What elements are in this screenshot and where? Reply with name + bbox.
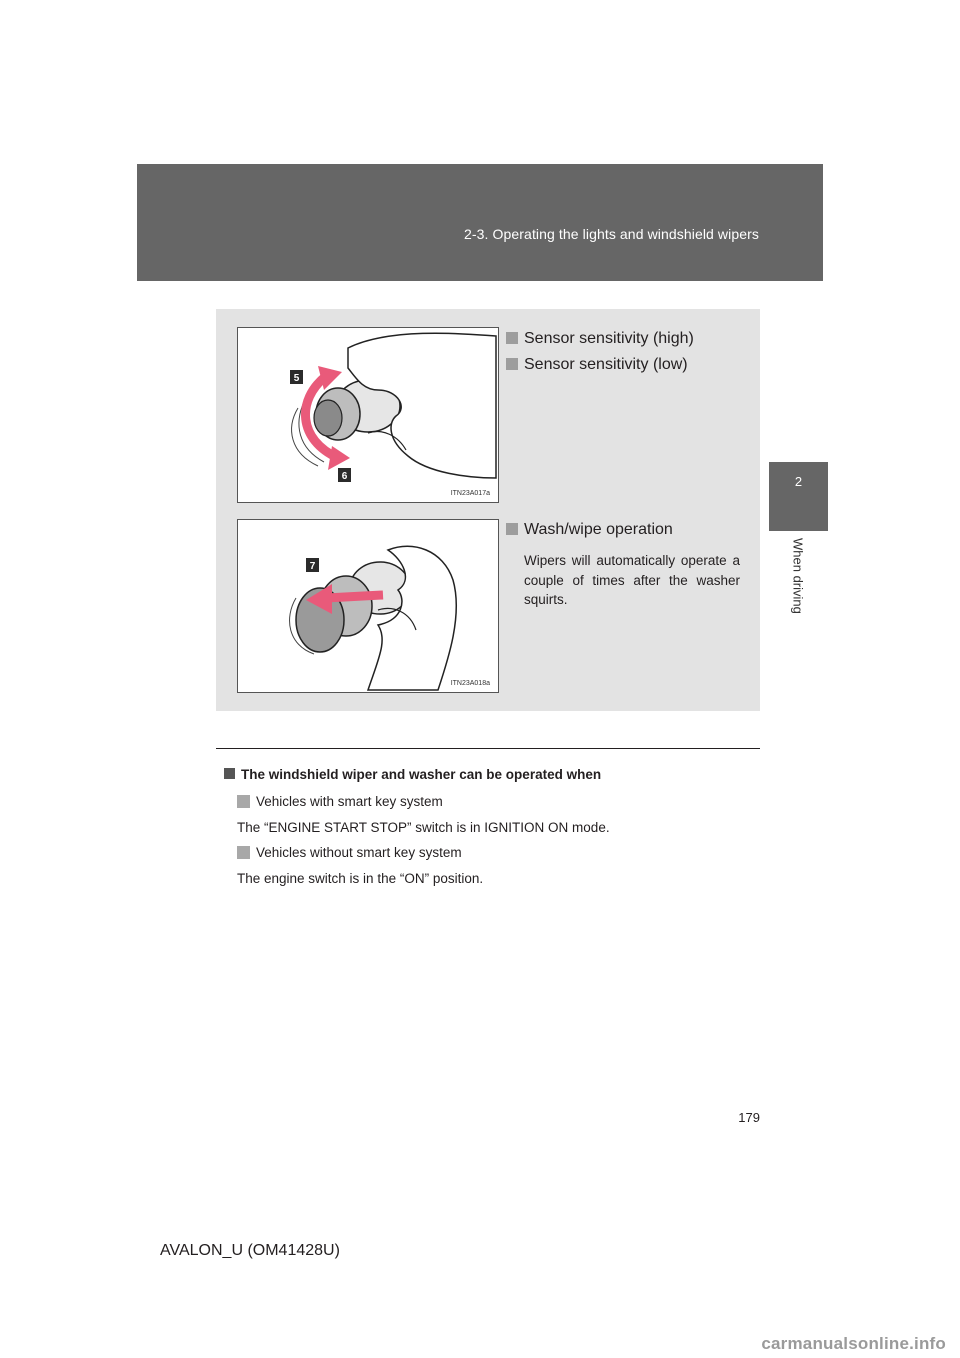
item-sensor-high xyxy=(506,330,694,348)
figure-wash xyxy=(237,519,499,693)
push-arrow-shape xyxy=(326,595,383,598)
section-title: 2-3. Operating the lights and windshield wipers xyxy=(464,226,759,242)
wash-description: Wipers will automatically operate a couple of times after the washer squirts. xyxy=(524,553,740,607)
note-text-no-smart-key: The engine switch is in the “ON” position. xyxy=(237,871,484,886)
step-badge-7-text: 7 xyxy=(309,561,316,572)
figure-sensitivity xyxy=(237,327,499,503)
item-label: Wash/wipe operation xyxy=(524,521,673,538)
step-badge-5-text: 5 xyxy=(293,373,300,384)
knob-face-shape xyxy=(314,400,342,436)
bullet-square-icon xyxy=(237,846,250,859)
chapter-tab[interactable] xyxy=(769,462,828,531)
manual-footer: AVALON_U (OM41428U) xyxy=(160,1242,340,1259)
note-subheading-smart-key xyxy=(237,794,443,809)
note-text-smart-key: The “ENGINE START STOP” switch is in IGNITION ON mode. xyxy=(237,820,610,835)
note-subheading-text: Vehicles with smart key system xyxy=(256,794,443,809)
note-subheading-text: Vehicles without smart key system xyxy=(256,845,462,860)
chapter-header xyxy=(137,164,823,281)
sensitivity-illustration xyxy=(238,328,498,502)
chapter-label xyxy=(770,538,826,638)
note-subheading-no-smart-key xyxy=(237,845,462,860)
section-divider xyxy=(216,748,760,749)
item-sensor-low xyxy=(506,356,688,374)
item-label: Sensor sensitivity (high) xyxy=(524,330,694,347)
bullet-square-icon xyxy=(506,358,518,370)
bullet-square-icon xyxy=(237,795,250,808)
note-heading-text: The windshield wiper and washer can be operated when xyxy=(241,767,602,782)
chapter-label-text: When driving xyxy=(790,538,806,614)
item-label: Sensor sensitivity (low) xyxy=(524,356,688,373)
wash-illustration xyxy=(238,520,498,692)
heading-square-icon xyxy=(224,768,235,779)
figure-code: ITN23A018a xyxy=(450,680,490,687)
figure-code: ITN23A017a xyxy=(450,490,490,497)
chapter-number: 2 xyxy=(794,474,803,489)
note-heading xyxy=(224,767,601,782)
arrow-head-up xyxy=(318,366,342,390)
bullet-square-icon xyxy=(506,332,518,344)
step-badge-6-text: 6 xyxy=(341,471,348,482)
page-number: 179 xyxy=(738,1110,760,1125)
item-wash-wipe xyxy=(506,521,673,539)
bullet-square-icon xyxy=(506,523,518,535)
watermark: carmanualsonline.info xyxy=(761,1334,946,1353)
